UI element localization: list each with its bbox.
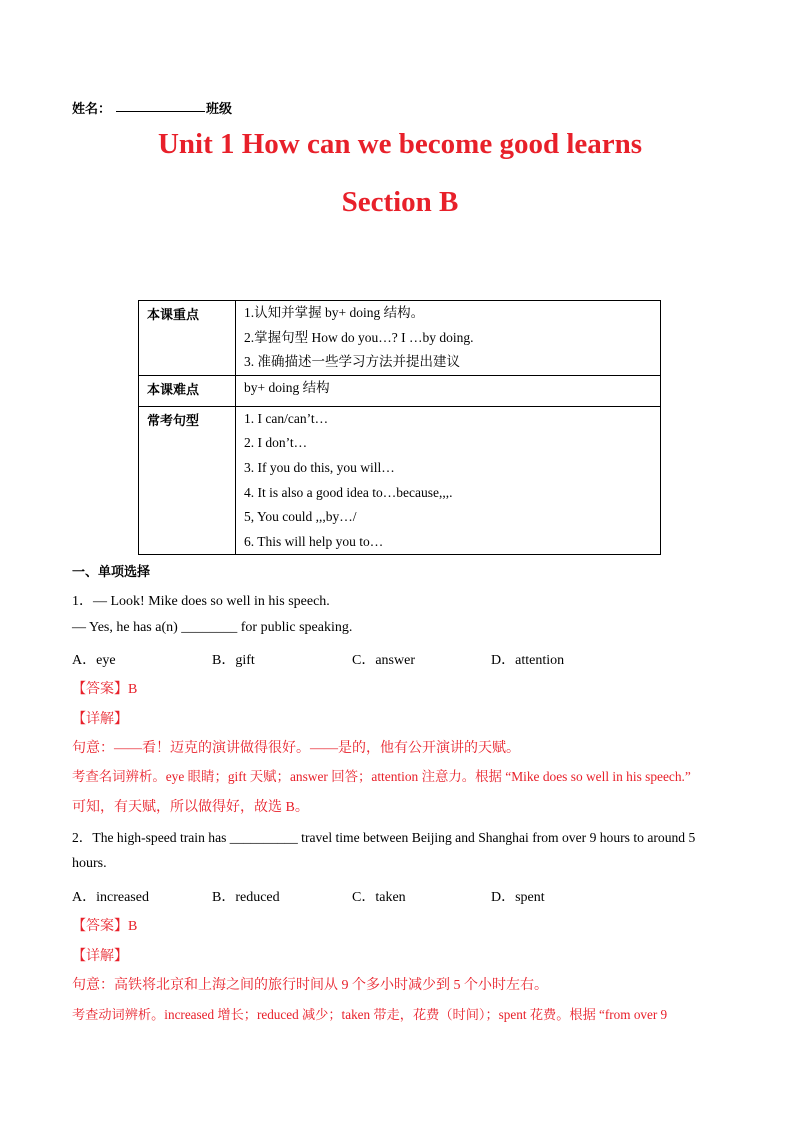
row-content xyxy=(236,375,661,406)
key-points-table xyxy=(138,300,661,555)
row-line: 2. I don’t… xyxy=(244,435,308,451)
page-title: Unit 1 How can we become good learns xyxy=(157,128,643,160)
question-1-explanation: 可知，有天赋，所以做得好，故选 B。 xyxy=(72,800,309,815)
question-2-detail-label: 【详解】 xyxy=(72,949,128,964)
table-row xyxy=(139,301,661,376)
question-2-stem-line2: hours. xyxy=(72,856,107,871)
row-line: 1.认知并掌握 by+ doing 结构。 xyxy=(244,305,425,320)
row-label: 本课难点 xyxy=(139,375,236,406)
row-line: 2.掌握句型 How do you…? I …by doing. xyxy=(244,329,474,345)
row-label: 常考句型 xyxy=(139,406,236,555)
row-line: 1. I can/can’t… xyxy=(244,410,329,426)
question-2-answer: 【答案】B xyxy=(72,919,138,934)
question-2-option-b: B．reduced xyxy=(212,890,280,905)
table-row xyxy=(139,375,661,406)
question-2-explanation: 考查动词辨析。increased 增长；reduced 减少；taken 带走，花费（时间）；spent 花费。根据 “from over 9 xyxy=(72,1007,668,1022)
class-label: 班级 xyxy=(206,102,233,117)
question-1-option-c: C．answer xyxy=(352,653,415,668)
question-1-option-b: B．gift xyxy=(212,653,255,668)
row-content xyxy=(236,301,661,376)
question-1-explanation: 考查名词辨析。eye 眼睛；gift 天赋；answer 回答；attention 注意力。根据 “Mike does so well in his speech.” xyxy=(72,769,691,784)
row-label: 本课重点 xyxy=(139,301,236,376)
question-2-explanation: 句意：高铁将北京和上海之间的旅行时间从 9 个多小时减少到 5 个小时左右。 xyxy=(72,978,548,993)
question-2-option-c: C．taken xyxy=(352,890,406,905)
row-line: by+ doing 结构 xyxy=(244,379,330,395)
row-line: 3. 准确描述一些学习方法并提出建议 xyxy=(244,354,460,370)
question-1-stem: 1．— Look! Mike does so well in his speech. xyxy=(72,594,330,609)
question-1-option-d: D．attention xyxy=(491,653,565,668)
question-2-stem: 2．The high-speed train has __________ travel time between Beijing and Shanghai from over 9 hours to around 5 xyxy=(72,830,696,845)
row-line: 3. If you do this, you will… xyxy=(244,459,395,475)
question-1-stem-line2: — Yes, he has a(n) ________ for public speaking. xyxy=(72,620,353,635)
section-heading: 一、单项选择 xyxy=(72,565,151,580)
row-line: 5, You could ,,,by…/ xyxy=(244,509,357,525)
question-1-explanation: 句意：——看！迈克的演讲做得很好。——是的，他有公开演讲的天赋。 xyxy=(72,741,520,756)
table-row xyxy=(139,406,661,555)
question-1-detail-label: 【详解】 xyxy=(72,712,128,727)
question-2-option-a: A．increased xyxy=(72,890,149,905)
name-label: 姓名： xyxy=(72,102,112,117)
row-line: 6. This will help you to… xyxy=(244,533,384,549)
question-2-option-d: D．spent xyxy=(491,890,545,905)
row-content xyxy=(236,406,661,555)
question-1-answer: 【答案】B xyxy=(72,682,138,697)
row-line: 4. It is also a good idea to…because,,,. xyxy=(244,484,453,500)
page-subtitle: Section B xyxy=(341,186,459,218)
question-1-option-a: A．eye xyxy=(72,653,116,668)
name-blank xyxy=(116,111,205,112)
